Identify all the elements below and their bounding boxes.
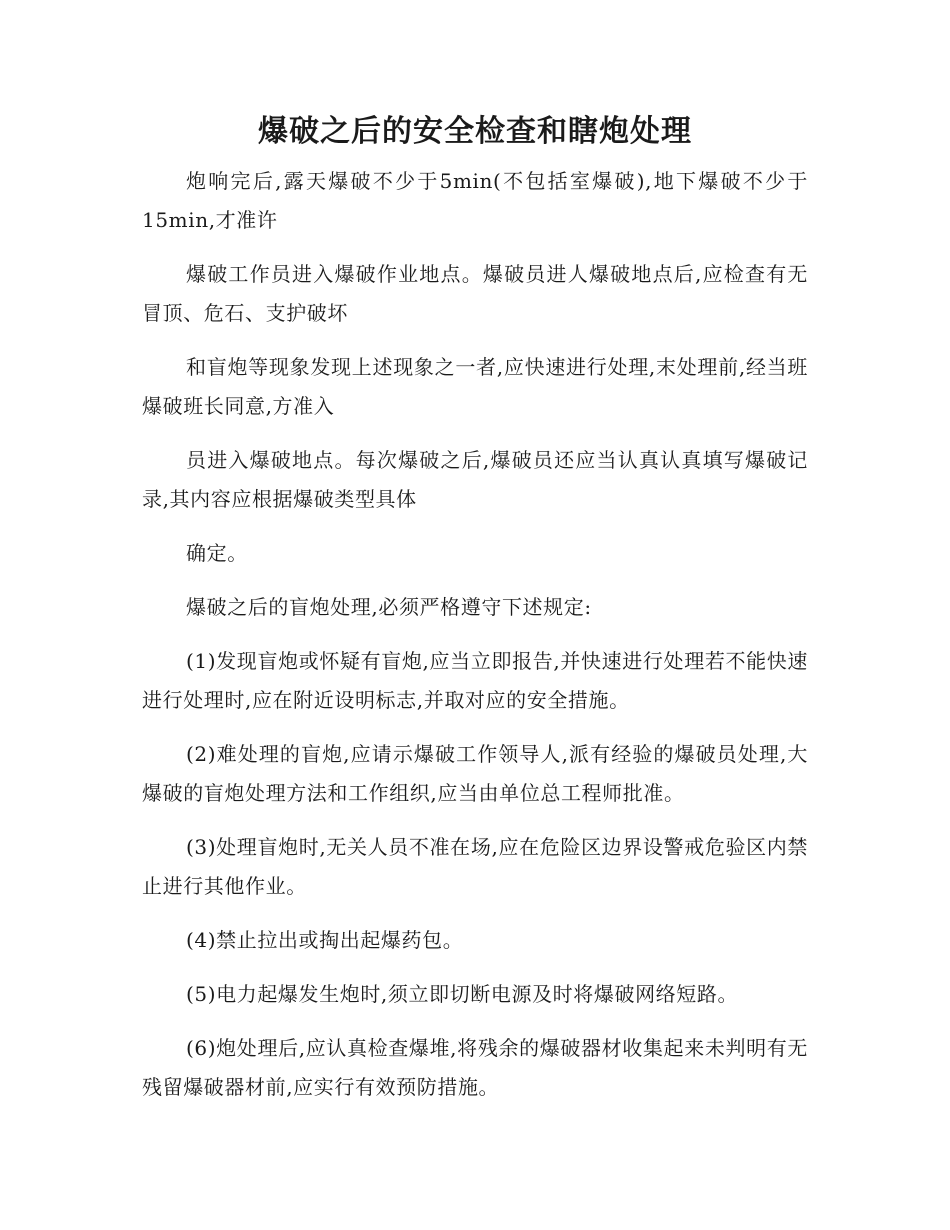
rule-4: (4)禁止拉出或掏出起爆药包。 <box>186 928 464 952</box>
paragraph-5: 确定。 <box>186 541 248 565</box>
rule-3: (3)处理盲炮时,无关人员不准在场,应在危险区边界设警戒危验区内禁止进行其他作业。 <box>142 835 808 898</box>
document-title: 爆破之后的安全检查和瞎炮处理 <box>258 114 692 149</box>
paragraph-3: 和盲炮等现象发现上述现象之一者,应快速进行处理,末处理前,经当班爆破班长同意,方准入 <box>142 355 808 418</box>
rule-2: (2)难处理的盲炮,应请示爆破工作领导人,派有经验的爆破员处理,大爆破的盲炮处理方法和工作组织,应当由单位总工程师批准。 <box>142 742 808 805</box>
paragraph-6: 爆破之后的盲炮处理,必须严格遵守下述规定: <box>186 595 592 619</box>
document-body <box>142 162 808 1122</box>
rule-1: (1)发现盲炮或怀疑有盲炮,应当立即报告,并快速进行处理若不能快速进行处理时,应在附近设明标志,并取对应的安全措施。 <box>142 649 808 712</box>
rule-6: (6)炮处理后,应认真检查爆堆,将残余的爆破器材收集起来未判明有无残留爆破器材前,应实行有效预防措施。 <box>142 1036 808 1099</box>
paragraph-4: 员进入爆破地点。每次爆破之后,爆破员还应当认真认真填写爆破记录,其内容应根据爆破类型具体 <box>142 448 808 511</box>
rule-5: (5)电力起爆发生炮时,须立即切断电源及时将爆破网络短路。 <box>186 982 739 1006</box>
paragraph-1: 炮响完后,露天爆破不少于5min(不包括室爆破),地下爆破不少于15min,才准许 <box>142 169 808 232</box>
paragraph-2: 爆破工作员进入爆破作业地点。爆破员进人爆破地点后,应检查有无冒顶、危石、支护破坏 <box>142 262 808 325</box>
